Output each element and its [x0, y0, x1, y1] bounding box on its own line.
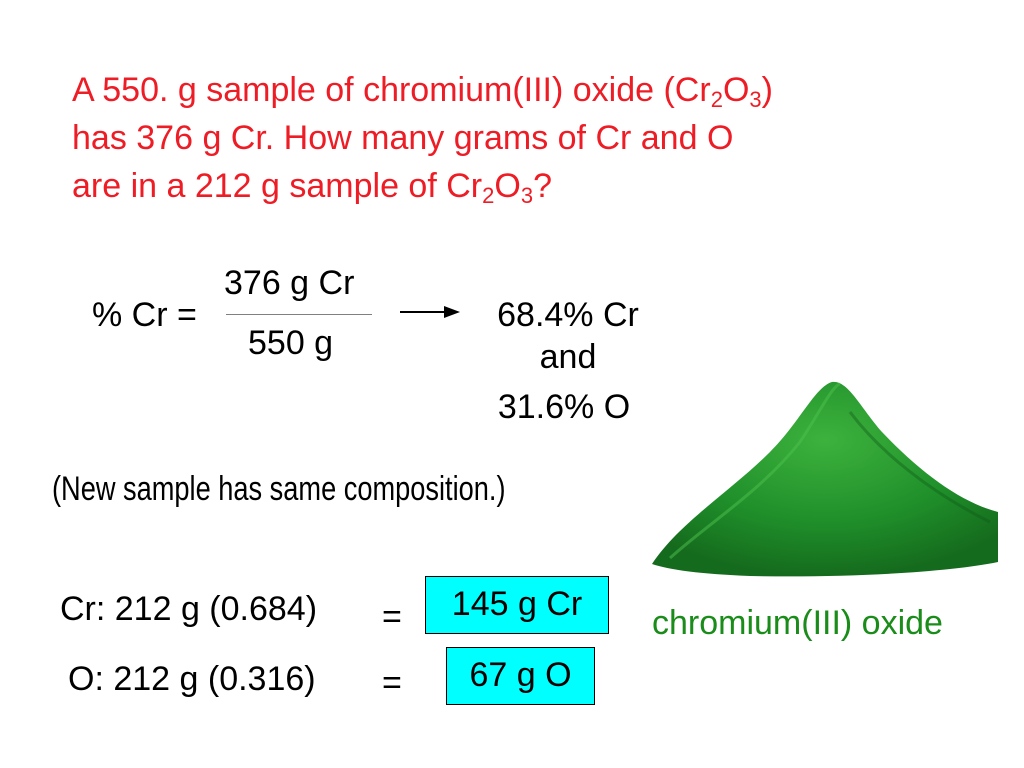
question-line1-part: ) [761, 71, 773, 109]
result-cr-percent: 68.4% Cr [497, 296, 639, 334]
result-and: and [539, 338, 597, 376]
composition-note: (New sample has same composition.) [52, 470, 506, 508]
fraction-bar [226, 314, 372, 315]
equals-sign: = [382, 664, 402, 702]
question-line2: has 376 g Cr. How many grams of Cr and O [72, 119, 734, 157]
question-text [72, 66, 972, 210]
o-answer-box: 67 g O [446, 647, 595, 705]
o-calculation: O: 212 g (0.316) [68, 660, 316, 698]
fraction-numerator: 376 g Cr [224, 264, 355, 302]
image-caption: chromium(III) oxide [652, 604, 943, 642]
question-line1-part: A 550. g sample of chromium(III) oxide (Cr [72, 71, 711, 109]
question-line1-part: O [722, 71, 750, 109]
question-line3-part: O [494, 167, 521, 205]
subscript: 3 [749, 87, 762, 112]
right-arrow-icon [398, 302, 462, 322]
green-powder-pile-icon [650, 372, 1000, 582]
cr-answer-box: 145 g Cr [425, 576, 609, 634]
percent-cr-label: % Cr = [92, 296, 197, 334]
subscript: 2 [710, 87, 723, 112]
fraction-denominator: 550 g [248, 324, 334, 362]
subscript: 2 [482, 183, 495, 208]
subscript: 3 [520, 183, 534, 208]
question-line3-part: ? [533, 167, 552, 205]
result-o-percent: 31.6% O [497, 388, 631, 426]
equals-sign: = [382, 598, 402, 636]
cr-calculation: Cr: 212 g (0.684) [60, 590, 318, 628]
question-line3-part: are in a 212 g sample of Cr [72, 167, 483, 205]
